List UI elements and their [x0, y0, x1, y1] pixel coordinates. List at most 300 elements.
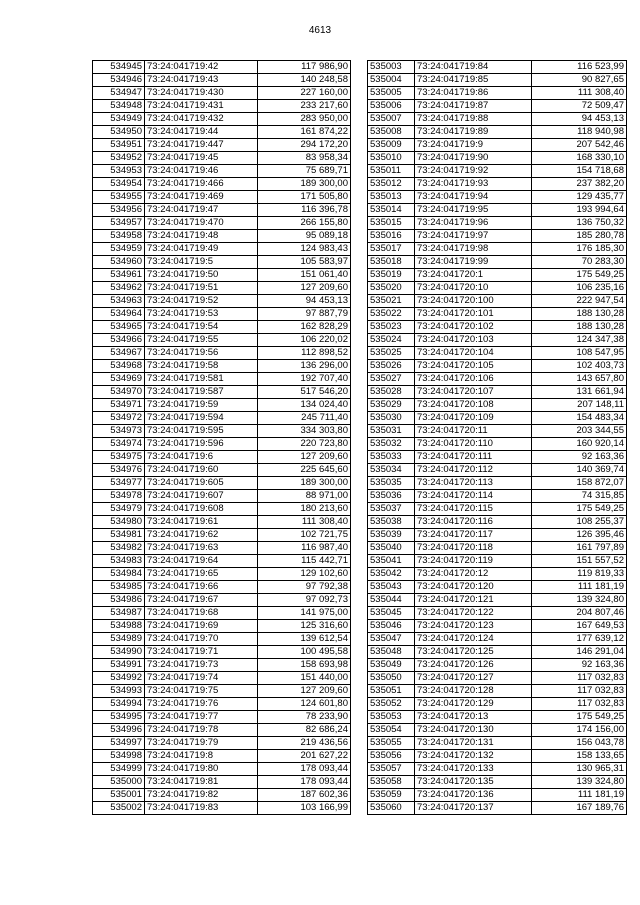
cadastral-number-cell: 73:24:041719:5	[145, 256, 258, 269]
value-cell: 201 627,22	[258, 750, 351, 763]
value-cell: 117 032,83	[532, 685, 627, 698]
cadastral-number-cell: 73:24:041720:13	[415, 711, 532, 724]
value-cell: 127 209,60	[258, 451, 351, 464]
register-table-left-body	[93, 61, 351, 815]
value-cell: 112 898,52	[258, 347, 351, 360]
table-row	[93, 490, 351, 503]
table-row	[368, 672, 627, 685]
cadastral-number-cell: 73:24:041719:78	[145, 724, 258, 737]
row-number-cell: 535058	[368, 776, 415, 789]
table-row	[368, 360, 627, 373]
value-cell: 129 435,77	[532, 191, 627, 204]
row-number-cell: 534947	[93, 87, 145, 100]
value-cell: 180 213,60	[258, 503, 351, 516]
row-number-cell: 534966	[93, 334, 145, 347]
value-cell: 334 303,80	[258, 425, 351, 438]
table-row	[93, 386, 351, 399]
cadastral-number-cell: 73:24:041719:77	[145, 711, 258, 724]
value-cell: 95 089,18	[258, 230, 351, 243]
value-cell: 100 495,58	[258, 646, 351, 659]
value-cell: 116 523,99	[532, 61, 627, 74]
value-cell: 108 547,95	[532, 347, 627, 360]
register-table-left	[92, 60, 351, 815]
table-row	[93, 217, 351, 230]
cadastral-number-cell: 73:24:041720:103	[415, 334, 532, 347]
table-row	[368, 191, 627, 204]
table-row	[93, 737, 351, 750]
cadastral-number-cell: 73:24:041719:73	[145, 659, 258, 672]
row-number-cell: 535028	[368, 386, 415, 399]
cadastral-number-cell: 73:24:041720:115	[415, 503, 532, 516]
row-number-cell: 535040	[368, 542, 415, 555]
row-number-cell: 534977	[93, 477, 145, 490]
row-number-cell: 535013	[368, 191, 415, 204]
table-row	[93, 672, 351, 685]
value-cell: 83 958,34	[258, 152, 351, 165]
table-row	[93, 646, 351, 659]
value-cell: 70 283,30	[532, 256, 627, 269]
row-number-cell: 535018	[368, 256, 415, 269]
value-cell: 72 509,47	[532, 100, 627, 113]
table-row	[93, 542, 351, 555]
row-number-cell: 534993	[93, 685, 145, 698]
row-number-cell: 534963	[93, 295, 145, 308]
cadastral-number-cell: 73:24:041720:118	[415, 542, 532, 555]
value-cell: 294 172,20	[258, 139, 351, 152]
row-number-cell: 534962	[93, 282, 145, 295]
table-row	[368, 165, 627, 178]
cadastral-number-cell: 73:24:041719:595	[145, 425, 258, 438]
value-cell: 158 133,65	[532, 750, 627, 763]
table-row	[368, 607, 627, 620]
row-number-cell: 535006	[368, 100, 415, 113]
row-number-cell: 534996	[93, 724, 145, 737]
row-number-cell: 535020	[368, 282, 415, 295]
row-number-cell: 535043	[368, 581, 415, 594]
table-row	[368, 100, 627, 113]
table-row	[368, 282, 627, 295]
row-number-cell: 535027	[368, 373, 415, 386]
value-cell: 167 649,53	[532, 620, 627, 633]
table-row	[93, 230, 351, 243]
table-row	[93, 685, 351, 698]
row-number-cell: 534988	[93, 620, 145, 633]
value-cell: 140 248,58	[258, 74, 351, 87]
value-cell: 237 382,20	[532, 178, 627, 191]
table-row	[368, 61, 627, 74]
table-row	[368, 386, 627, 399]
cadastral-number-cell: 73:24:041719:61	[145, 516, 258, 529]
value-cell: 146 291,04	[532, 646, 627, 659]
table-row	[368, 373, 627, 386]
row-number-cell: 535052	[368, 698, 415, 711]
row-number-cell: 535010	[368, 152, 415, 165]
value-cell: 207 542,46	[532, 139, 627, 152]
row-number-cell: 534965	[93, 321, 145, 334]
table-row	[368, 516, 627, 529]
value-cell: 139 324,80	[532, 776, 627, 789]
value-cell: 134 024,40	[258, 399, 351, 412]
row-number-cell: 535033	[368, 451, 415, 464]
row-number-cell: 535046	[368, 620, 415, 633]
table-row	[368, 750, 627, 763]
cadastral-number-cell: 73:24:041719:55	[145, 334, 258, 347]
cadastral-number-cell: 73:24:041720:125	[415, 646, 532, 659]
cadastral-number-cell: 73:24:041720:114	[415, 490, 532, 503]
cadastral-number-cell: 73:24:041719:60	[145, 464, 258, 477]
cadastral-number-cell: 73:24:041719:93	[415, 178, 532, 191]
value-cell: 222 947,54	[532, 295, 627, 308]
cadastral-number-cell: 73:24:041719:8	[145, 750, 258, 763]
cadastral-number-cell: 73:24:041719:74	[145, 672, 258, 685]
cadastral-number-cell: 73:24:041719:85	[415, 74, 532, 87]
cadastral-number-cell: 73:24:041719:70	[145, 633, 258, 646]
row-number-cell: 535005	[368, 87, 415, 100]
table-row	[368, 763, 627, 776]
row-number-cell: 534990	[93, 646, 145, 659]
value-cell: 245 711,40	[258, 412, 351, 425]
value-cell: 185 280,78	[532, 230, 627, 243]
table-row	[93, 282, 351, 295]
table-row	[93, 724, 351, 737]
table-row	[368, 425, 627, 438]
row-number-cell: 535035	[368, 477, 415, 490]
row-number-cell: 535014	[368, 204, 415, 217]
table-row	[368, 334, 627, 347]
table-row	[93, 503, 351, 516]
cadastral-number-cell: 73:24:041720:113	[415, 477, 532, 490]
value-cell: 177 639,12	[532, 633, 627, 646]
cadastral-number-cell: 73:24:041720:110	[415, 438, 532, 451]
row-number-cell: 535055	[368, 737, 415, 750]
table-row	[93, 74, 351, 87]
value-cell: 151 557,52	[532, 555, 627, 568]
cadastral-number-cell: 73:24:041719:59	[145, 399, 258, 412]
value-cell: 176 185,30	[532, 243, 627, 256]
cadastral-number-cell: 73:24:041720:128	[415, 685, 532, 698]
row-number-cell: 535003	[368, 61, 415, 74]
value-cell: 88 971,00	[258, 490, 351, 503]
cadastral-number-cell: 73:24:041720:129	[415, 698, 532, 711]
row-number-cell: 535037	[368, 503, 415, 516]
row-number-cell: 535008	[368, 126, 415, 139]
cadastral-number-cell: 73:24:041719:469	[145, 191, 258, 204]
table-row	[93, 308, 351, 321]
cadastral-number-cell: 73:24:041719:608	[145, 503, 258, 516]
row-number-cell: 534991	[93, 659, 145, 672]
value-cell: 97 887,79	[258, 308, 351, 321]
table-row	[368, 451, 627, 464]
row-number-cell: 535000	[93, 776, 145, 789]
row-number-cell: 535021	[368, 295, 415, 308]
table-row	[368, 217, 627, 230]
row-number-cell: 534945	[93, 61, 145, 74]
table-row	[368, 464, 627, 477]
cadastral-number-cell: 73:24:041719:96	[415, 217, 532, 230]
register-table-right	[367, 60, 627, 815]
cadastral-number-cell: 73:24:041719:82	[145, 789, 258, 802]
table-row	[368, 711, 627, 724]
row-number-cell: 534982	[93, 542, 145, 555]
row-number-cell: 535047	[368, 633, 415, 646]
cadastral-number-cell: 73:24:041719:81	[145, 776, 258, 789]
row-number-cell: 535060	[368, 802, 415, 815]
table-row	[368, 581, 627, 594]
row-number-cell: 535009	[368, 139, 415, 152]
table-row	[368, 555, 627, 568]
row-number-cell: 535024	[368, 334, 415, 347]
table-row	[93, 100, 351, 113]
row-number-cell: 535012	[368, 178, 415, 191]
row-number-cell: 534949	[93, 113, 145, 126]
table-row	[368, 724, 627, 737]
cadastral-number-cell: 73:24:041719:587	[145, 386, 258, 399]
table-row	[93, 711, 351, 724]
cadastral-number-cell: 73:24:041719:92	[415, 165, 532, 178]
value-cell: 127 209,60	[258, 685, 351, 698]
cadastral-number-cell: 73:24:041719:65	[145, 568, 258, 581]
row-number-cell: 535026	[368, 360, 415, 373]
cadastral-number-cell: 73:24:041720:100	[415, 295, 532, 308]
cadastral-number-cell: 73:24:041719:432	[145, 113, 258, 126]
cadastral-number-cell: 73:24:041719:44	[145, 126, 258, 139]
cadastral-number-cell: 73:24:041720:101	[415, 308, 532, 321]
cadastral-number-cell: 73:24:041719:6	[145, 451, 258, 464]
cadastral-number-cell: 73:24:041719:80	[145, 763, 258, 776]
table-row	[93, 373, 351, 386]
value-cell: 97 792,38	[258, 581, 351, 594]
row-number-cell: 534980	[93, 516, 145, 529]
value-cell: 125 316,60	[258, 620, 351, 633]
row-number-cell: 534950	[93, 126, 145, 139]
cadastral-number-cell: 73:24:041719:431	[145, 100, 258, 113]
row-number-cell: 535051	[368, 685, 415, 698]
table-row	[93, 763, 351, 776]
table-row	[368, 178, 627, 191]
value-cell: 175 549,25	[532, 269, 627, 282]
table-row	[93, 399, 351, 412]
row-number-cell: 534952	[93, 152, 145, 165]
cadastral-number-cell: 73:24:041719:66	[145, 581, 258, 594]
table-row	[93, 139, 351, 152]
value-cell: 167 189,76	[532, 802, 627, 815]
row-number-cell: 534998	[93, 750, 145, 763]
cadastral-number-cell: 73:24:041719:69	[145, 620, 258, 633]
table-row	[93, 581, 351, 594]
row-number-cell: 534983	[93, 555, 145, 568]
value-cell: 171 505,80	[258, 191, 351, 204]
cadastral-number-cell: 73:24:041719:89	[415, 126, 532, 139]
cadastral-number-cell: 73:24:041719:68	[145, 607, 258, 620]
cadastral-number-cell: 73:24:041719:76	[145, 698, 258, 711]
cadastral-number-cell: 73:24:041720:11	[415, 425, 532, 438]
table-row	[368, 347, 627, 360]
table-row	[93, 464, 351, 477]
value-cell: 136 750,32	[532, 217, 627, 230]
cadastral-number-cell: 73:24:041720:102	[415, 321, 532, 334]
value-cell: 158 872,07	[532, 477, 627, 490]
cadastral-number-cell: 73:24:041720:137	[415, 802, 532, 815]
value-cell: 178 093,44	[258, 776, 351, 789]
value-cell: 102 403,73	[532, 360, 627, 373]
cadastral-number-cell: 73:24:041720:122	[415, 607, 532, 620]
row-number-cell: 534979	[93, 503, 145, 516]
value-cell: 187 602,36	[258, 789, 351, 802]
value-cell: 108 255,37	[532, 516, 627, 529]
row-number-cell: 534973	[93, 425, 145, 438]
table-row	[93, 87, 351, 100]
table-row	[93, 204, 351, 217]
row-number-cell: 534969	[93, 373, 145, 386]
value-cell: 82 686,24	[258, 724, 351, 737]
table-row	[93, 659, 351, 672]
cadastral-number-cell: 73:24:041719:466	[145, 178, 258, 191]
value-cell: 117 032,83	[532, 672, 627, 685]
value-cell: 189 300,00	[258, 178, 351, 191]
cadastral-number-cell: 73:24:041719:87	[415, 100, 532, 113]
table-row	[93, 321, 351, 334]
value-cell: 192 707,40	[258, 373, 351, 386]
table-row	[93, 152, 351, 165]
value-cell: 124 601,80	[258, 698, 351, 711]
value-cell: 178 093,44	[258, 763, 351, 776]
value-cell: 158 693,98	[258, 659, 351, 672]
row-number-cell: 535001	[93, 789, 145, 802]
row-number-cell: 535011	[368, 165, 415, 178]
row-number-cell: 534987	[93, 607, 145, 620]
value-cell: 117 032,83	[532, 698, 627, 711]
table-row	[93, 607, 351, 620]
table-row	[93, 178, 351, 191]
cadastral-number-cell: 73:24:041720:131	[415, 737, 532, 750]
table-row	[368, 438, 627, 451]
table-row	[368, 308, 627, 321]
value-cell: 74 315,85	[532, 490, 627, 503]
cadastral-number-cell: 73:24:041720:12	[415, 568, 532, 581]
cadastral-number-cell: 73:24:041720:105	[415, 360, 532, 373]
row-number-cell: 534955	[93, 191, 145, 204]
table-row	[368, 620, 627, 633]
value-cell: 151 440,00	[258, 672, 351, 685]
cadastral-number-cell: 73:24:041720:127	[415, 672, 532, 685]
table-row	[368, 659, 627, 672]
cadastral-number-cell: 73:24:041719:54	[145, 321, 258, 334]
value-cell: 118 940,98	[532, 126, 627, 139]
value-cell: 124 347,38	[532, 334, 627, 347]
row-number-cell: 535048	[368, 646, 415, 659]
cadastral-number-cell: 73:24:041719:94	[415, 191, 532, 204]
cadastral-number-cell: 73:24:041720:124	[415, 633, 532, 646]
row-number-cell: 535036	[368, 490, 415, 503]
cadastral-number-cell: 73:24:041720:117	[415, 529, 532, 542]
cadastral-number-cell: 73:24:041720:133	[415, 763, 532, 776]
table-row	[93, 412, 351, 425]
value-cell: 233 217,60	[258, 100, 351, 113]
table-row	[93, 555, 351, 568]
value-cell: 283 950,00	[258, 113, 351, 126]
cadastral-number-cell: 73:24:041720:112	[415, 464, 532, 477]
row-number-cell: 535017	[368, 243, 415, 256]
value-cell: 161 874,22	[258, 126, 351, 139]
row-number-cell: 534989	[93, 633, 145, 646]
cadastral-number-cell: 73:24:041719:50	[145, 269, 258, 282]
cadastral-number-cell: 73:24:041720:120	[415, 581, 532, 594]
row-number-cell: 534954	[93, 178, 145, 191]
table-row	[368, 204, 627, 217]
cadastral-number-cell: 73:24:041720:10	[415, 282, 532, 295]
value-cell: 111 308,40	[258, 516, 351, 529]
cadastral-number-cell: 73:24:041719:58	[145, 360, 258, 373]
value-cell: 102 721,75	[258, 529, 351, 542]
row-number-cell: 534959	[93, 243, 145, 256]
table-row	[93, 269, 351, 282]
value-cell: 141 975,00	[258, 607, 351, 620]
row-number-cell: 535029	[368, 399, 415, 412]
value-cell: 188 130,28	[532, 308, 627, 321]
table-row	[93, 243, 351, 256]
value-cell: 203 344,55	[532, 425, 627, 438]
table-row	[368, 139, 627, 152]
cadastral-number-cell: 73:24:041719:49	[145, 243, 258, 256]
cadastral-number-cell: 73:24:041719:447	[145, 139, 258, 152]
value-cell: 188 130,28	[532, 321, 627, 334]
row-number-cell: 534984	[93, 568, 145, 581]
value-cell: 124 983,43	[258, 243, 351, 256]
table-row	[93, 477, 351, 490]
table-row	[368, 412, 627, 425]
cadastral-number-cell: 73:24:041719:98	[415, 243, 532, 256]
register-table-right-body	[368, 61, 627, 815]
row-number-cell: 535030	[368, 412, 415, 425]
row-number-cell: 534953	[93, 165, 145, 178]
cadastral-number-cell: 73:24:041719:46	[145, 165, 258, 178]
cadastral-number-cell: 73:24:041720:104	[415, 347, 532, 360]
table-row	[93, 126, 351, 139]
value-cell: 111 181,19	[532, 581, 627, 594]
row-number-cell: 535038	[368, 516, 415, 529]
value-cell: 204 807,46	[532, 607, 627, 620]
table-row	[93, 191, 351, 204]
table-row	[368, 269, 627, 282]
value-cell: 105 583,97	[258, 256, 351, 269]
row-number-cell: 535023	[368, 321, 415, 334]
value-cell: 219 436,56	[258, 737, 351, 750]
value-cell: 227 160,00	[258, 87, 351, 100]
cadastral-number-cell: 73:24:041719:470	[145, 217, 258, 230]
value-cell: 154 718,68	[532, 165, 627, 178]
row-number-cell: 535049	[368, 659, 415, 672]
row-number-cell: 535041	[368, 555, 415, 568]
table-row	[93, 633, 351, 646]
row-number-cell: 535016	[368, 230, 415, 243]
value-cell: 139 324,80	[532, 594, 627, 607]
cadastral-number-cell: 73:24:041719:88	[415, 113, 532, 126]
table-row	[368, 126, 627, 139]
row-number-cell: 535042	[368, 568, 415, 581]
row-number-cell: 535057	[368, 763, 415, 776]
cadastral-number-cell: 73:24:041719:43	[145, 74, 258, 87]
value-cell: 189 300,00	[258, 477, 351, 490]
value-cell: 207 148,11	[532, 399, 627, 412]
table-row	[93, 438, 351, 451]
row-number-cell: 535050	[368, 672, 415, 685]
value-cell: 106 220,02	[258, 334, 351, 347]
value-cell: 140 369,74	[532, 464, 627, 477]
table-row	[93, 256, 351, 269]
cadastral-number-cell: 73:24:041719:56	[145, 347, 258, 360]
table-row	[368, 594, 627, 607]
row-number-cell: 535044	[368, 594, 415, 607]
